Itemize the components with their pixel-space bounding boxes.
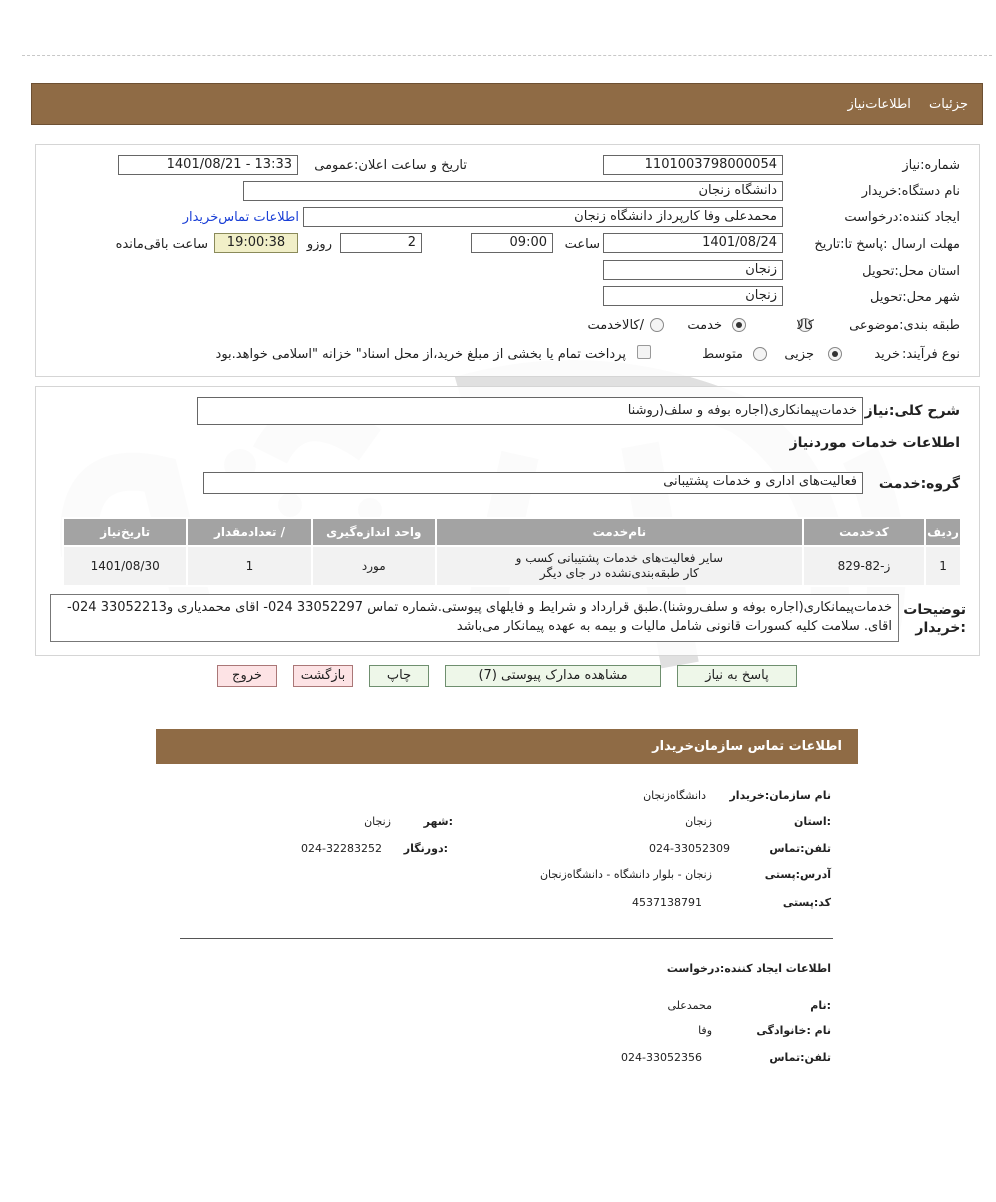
col-date: تاریخ‌نیاز (63, 518, 187, 546)
section-divider (180, 938, 833, 939)
buyer-notes-label (903, 601, 966, 637)
table-header-row (63, 518, 961, 546)
cell-name-line1: سایر فعالیت‌های خدمات پشتیبانی کسب و (515, 551, 724, 565)
process-value: خرید (874, 347, 900, 362)
radio-goods-label: کالا (796, 318, 814, 333)
creator-label: ایجاد کننده:درخواست (844, 210, 960, 225)
reply-button[interactable]: پاسخ به نیاز (677, 665, 797, 687)
buyer-notes-text: خدمات‌پیمانکاری(اجاره بوفه و سلف‌روشنا).طبق قرارداد و شرایط و فایلهای پیوستی.شماره تماس 33052297 024- اقای محمدیاری و33052213 024- اقای. سلامت کلیه کسورات قانونی شامل مالیات و بیمه به عهده پیمانکار می‌باشد (50, 594, 899, 642)
general-desc-label: شرح کلی:نیاز (864, 403, 960, 419)
deadline-time-field[interactable]: 09:00 (471, 233, 553, 253)
radio-goods-service[interactable] (650, 318, 664, 332)
tab-details[interactable]: جزئیات (929, 97, 968, 112)
contact-province-label: :استان (794, 815, 831, 828)
general-desc-field[interactable]: خدمات‌پیمانکاری(اجاره بوفه و سلف(روشنا (197, 397, 863, 425)
cell-row: 1 (925, 546, 961, 586)
buyer-notes-label-line1: توضیحات (903, 602, 966, 618)
deadline-date-field[interactable]: 1401/08/24 (603, 233, 783, 253)
creator-info-title: اطلاعات ایجاد کننده:درخواست (666, 962, 831, 975)
cell-qty: 1 (187, 546, 311, 586)
remaining-label: ساعت باقی‌مانده (115, 237, 208, 252)
contact-province-value: زنجان (685, 815, 712, 828)
buyer-label: نام دستگاه:خریدار (861, 184, 960, 199)
need-number-label: شماره‌:نیاز (902, 158, 960, 173)
need-number-field[interactable]: 1101003798000054 (603, 155, 783, 175)
attachments-button[interactable]: مشاهده مدارک پیوستی (7) (445, 665, 661, 687)
header-bar (31, 83, 983, 125)
creator-field[interactable]: محمدعلی وفا کارپرداز دانشگاه زنجان (303, 207, 783, 227)
radio-minor[interactable] (828, 347, 842, 361)
need-info-panel (35, 144, 980, 377)
phone-label: تلفن:تماس (769, 842, 831, 855)
city-field[interactable]: زنجان (603, 286, 783, 306)
services-table (62, 517, 962, 587)
days-label: روزو (306, 237, 332, 252)
announce-field[interactable]: 1401/08/21 - 13:33 (118, 155, 298, 175)
cell-unit: مورد (312, 546, 436, 586)
creator-family-value: وفا (698, 1024, 712, 1037)
fax-label: :دورنگار (403, 842, 448, 855)
print-button[interactable]: چاپ (369, 665, 429, 687)
province-field[interactable]: زنجان (603, 260, 783, 280)
creator-name-value: محمدعلی (667, 999, 712, 1012)
process-label: نوع فرآیند: (902, 347, 960, 362)
col-name: نام‌خدمت (436, 518, 803, 546)
postal-value: 4537138791 (632, 896, 702, 909)
contact-city-value: زنجان (364, 815, 391, 828)
radio-medium[interactable] (753, 347, 767, 361)
back-button[interactable]: بازگشت (293, 665, 353, 687)
contact-city-label: :شهر (423, 815, 453, 828)
cell-date: 1401/08/30 (63, 546, 187, 586)
radio-goods-service-label: /کالاخدمت (587, 318, 644, 333)
cell-code: ز-82-829 (803, 546, 925, 586)
province-label: استان محل:تحویل (862, 264, 960, 279)
city-label: شهر محل:تحویل (870, 290, 960, 305)
table-row[interactable] (63, 546, 961, 586)
deadline-label: مهلت ارسال :پاسخ تا:تاریخ (814, 237, 960, 252)
contact-title-bar: اطلاعات تماس سازمان‌خریدار (156, 729, 858, 764)
time-label: ساعت (564, 237, 600, 252)
org-value: دانشگاه‌زنجان (643, 789, 706, 802)
org-label: نام سازمان:خریدار (729, 789, 831, 802)
fax-value: 024-32283252 (301, 842, 382, 855)
buyer-notes-label-line2: :خریدار (915, 620, 966, 636)
exit-button[interactable]: خروج (217, 665, 277, 687)
col-code: کدخدمت (803, 518, 925, 546)
phone-value: 024-33052309 (649, 842, 730, 855)
announce-label: تاریخ و ساعت اعلان:عمومی (314, 158, 467, 173)
col-unit: واحد اندازه‌گیری (312, 518, 436, 546)
top-divider (22, 55, 992, 56)
group-label: گروه:خدمت (878, 476, 960, 492)
postal-label: کد:پستی (782, 896, 831, 909)
col-qty: / تعدادمقدار (187, 518, 311, 546)
cell-name-line2: کار طبقه‌بندی‌نشده در جای دیگر (539, 566, 699, 580)
creator-name-label: :نام (810, 999, 831, 1012)
buyer-contact-link[interactable]: اطلاعات تماس‌خریدار (182, 210, 299, 225)
creator-family-label: نام :خانوادگی (756, 1024, 831, 1037)
radio-medium-label: متوسط (702, 347, 743, 362)
address-value: زنجان - بلوار دانشگاه - دانشگاه‌زنجان (539, 868, 712, 881)
radio-service[interactable] (732, 318, 746, 332)
category-label: طبقه بندی:موضوعی (849, 318, 960, 333)
buyer-field[interactable]: دانشگاه زنجان (243, 181, 783, 201)
creator-phone-value: 024-33052356 (621, 1051, 702, 1064)
radio-minor-label: جزیی (784, 347, 814, 362)
treasury-note: پرداخت تمام یا بخشی از مبلغ خرید،از محل اسناد" خزانه "اسلامی خواهد.بود (215, 347, 626, 362)
cell-name (436, 546, 803, 586)
creator-phone-label: تلفن:تماس (769, 1051, 831, 1064)
days-field[interactable]: 2 (340, 233, 422, 253)
col-row: ردیف (925, 518, 961, 546)
treasury-checkbox[interactable] (637, 345, 651, 359)
remaining-time: 19:00:38 (214, 233, 298, 253)
tab-need-info[interactable]: اطلاعات‌نیاز (847, 97, 911, 112)
radio-service-label: خدمت (687, 318, 722, 333)
services-title: اطلاعات خدمات موردنیاز (789, 435, 960, 451)
address-label: آدرس:پستی (764, 868, 831, 881)
group-field[interactable]: فعالیت‌های اداری و خدمات پشتیبانی (203, 472, 863, 494)
